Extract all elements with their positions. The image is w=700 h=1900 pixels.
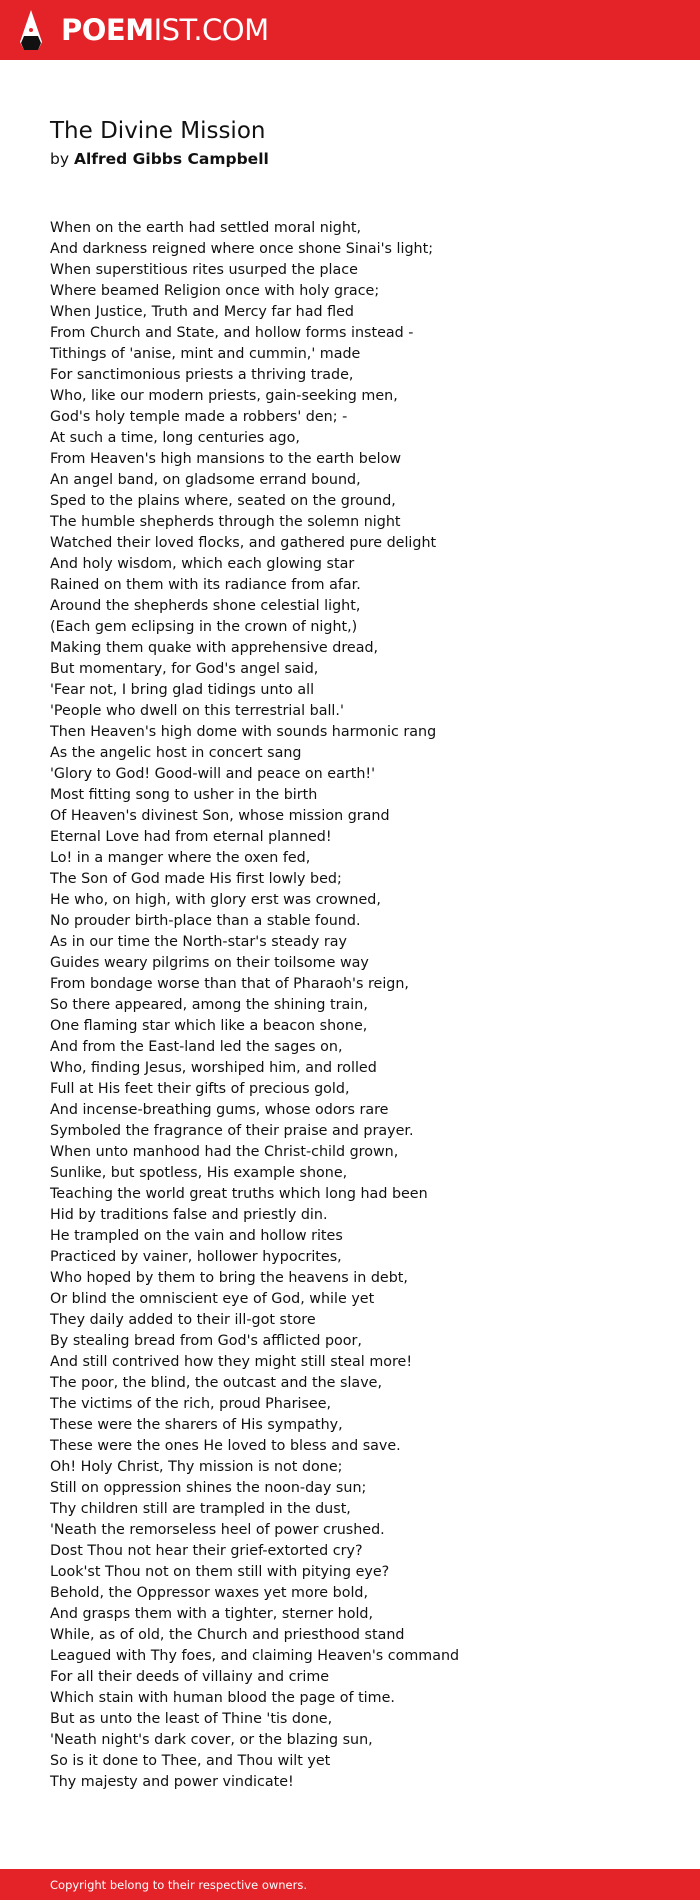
poem-line: And darkness reigned where once shone Sinai's light; — [50, 241, 434, 257]
poem-line: From bondage worse than that of Pharaoh's reign, — [50, 976, 409, 992]
poem-line: An angel band, on gladsome errand bound, — [50, 472, 361, 488]
poem-line: Lo! in a manger where the oxen fed, — [50, 850, 311, 866]
poem-line: But as unto the least of Thine 'tis done, — [50, 1711, 333, 1727]
poem-line: The humble shepherds through the solemn night — [50, 514, 401, 530]
brand-light-text: IST.COM — [153, 13, 269, 47]
poem-line: Making them quake with apprehensive dread, — [50, 640, 379, 656]
poem-line: Who, finding Jesus, worshiped him, and rolled — [50, 1060, 377, 1076]
poem-line: No prouder birth-place than a stable found. — [50, 913, 361, 929]
poem-line: From Church and State, and hollow forms instead - — [50, 325, 414, 341]
poem-line: From Heaven's high mansions to the earth below — [50, 451, 402, 467]
poem-body — [50, 218, 660, 1793]
poem-line: By stealing bread from God's afflicted poor, — [50, 1333, 362, 1349]
poem-line: Where beamed Religion once with holy grace; — [50, 283, 380, 299]
poem-line: They daily added to their ill-got store — [50, 1312, 316, 1328]
poem-line: Look'st Thou not on them still with pitying eye? — [50, 1564, 390, 1580]
poem-line: Full at His feet their gifts of precious gold, — [50, 1081, 350, 1097]
poem-line: He who, on high, with glory erst was crowned, — [50, 892, 381, 908]
poem-line: Then Heaven's high dome with sounds harmonic rang — [50, 724, 437, 740]
poem-line: 'Neath night's dark cover, or the blazing sun, — [50, 1732, 373, 1748]
poem-line: The Son of God made His first lowly bed; — [50, 871, 342, 887]
poem-line: Behold, the Oppressor waxes yet more bold, — [50, 1585, 369, 1601]
poem-line: Guides weary pilgrims on their toilsome way — [50, 955, 369, 971]
poem-byline — [50, 148, 269, 170]
poem-line: Who, like our modern priests, gain-seeking men, — [50, 388, 398, 404]
poem-line: Symboled the fragrance of their praise and prayer. — [50, 1123, 414, 1139]
pen-nib-icon[interactable] — [18, 10, 44, 53]
poem-line: 'People who dwell on this terrestrial ball.' — [50, 703, 344, 719]
poem-line: Dost Thou not hear their grief-extorted cry? — [50, 1543, 363, 1559]
poem-line: Teaching the world great truths which long had been — [50, 1186, 428, 1202]
poem-line: The poor, the blind, the outcast and the slave, — [50, 1375, 382, 1391]
brand-bold-text: POEM — [61, 13, 154, 47]
author-name: Alfred Gibbs Campbell — [73, 150, 269, 168]
by-label: by — [50, 150, 70, 168]
poem-line: When superstitious rites usurped the place — [50, 262, 358, 278]
poem-line: And incense-breathing gums, whose odors rare — [50, 1102, 389, 1118]
poem-line: God's holy temple made a robbers' den; - — [50, 409, 348, 425]
poem-line: Watched their loved flocks, and gathered pure delight — [50, 535, 437, 551]
site-logo-link[interactable] — [61, 12, 269, 48]
poem-line: Hid by traditions false and priestly din. — [50, 1207, 328, 1223]
poem-line: Still on oppression shines the noon-day sun; — [50, 1480, 367, 1496]
site-header — [0, 0, 700, 60]
poem-line: 'Neath the remorseless heel of power crushed. — [50, 1522, 385, 1538]
poem-line: While, as of old, the Church and priesthood stand — [50, 1627, 405, 1643]
poem-line: Rained on them with its radiance from afar. — [50, 577, 361, 593]
poem-line: Of Heaven's divinest Son, whose mission grand — [50, 808, 390, 824]
poem-line: As the angelic host in concert sang — [50, 745, 302, 761]
poem-line: Thy majesty and power vindicate! — [50, 1774, 294, 1790]
poem-line: When on the earth had settled moral night, — [50, 220, 362, 236]
poem-line: And from the East-land led the sages on, — [50, 1039, 343, 1055]
poem-line: 'Glory to God! Good-will and peace on earth!' — [50, 766, 376, 782]
poem-line: Thy children still are trampled in the dust, — [50, 1501, 351, 1517]
poem-line: For sanctimonious priests a thriving trade, — [50, 367, 354, 383]
poem-line: At such a time, long centuries ago, — [50, 430, 300, 446]
poem-line: So is it done to Thee, and Thou wilt yet — [50, 1753, 331, 1769]
poem-line: One flaming star which like a beacon shone, — [50, 1018, 368, 1034]
poem-line: And grasps them with a tighter, sterner hold, — [50, 1606, 374, 1622]
poem-title: The Divine Mission — [50, 118, 266, 144]
poem-line: As in our time the North-star's steady ray — [50, 934, 347, 950]
poem-line: When Justice, Truth and Mercy far had fled — [50, 304, 354, 320]
poem-line: But momentary, for God's angel said, — [50, 661, 319, 677]
poem-line: For all their deeds of villainy and crime — [50, 1669, 330, 1685]
poem-line: 'Fear not, I bring glad tidings unto all — [50, 682, 315, 698]
poem-line: These were the sharers of His sympathy, — [50, 1417, 343, 1433]
poem-line: When unto manhood had the Christ-child grown, — [50, 1144, 399, 1160]
poem-line: Sunlike, but spotless, His example shone, — [50, 1165, 348, 1181]
poem-line: Sped to the plains where, seated on the ground, — [50, 493, 396, 509]
site-footer — [0, 1869, 700, 1900]
poem-line: These were the ones He loved to bless and save. — [50, 1438, 401, 1454]
poem-line: (Each gem eclipsing in the crown of night,) — [50, 619, 358, 635]
poem-line: Who hoped by them to bring the heavens in debt, — [50, 1270, 408, 1286]
poem-line: Around the shepherds shone celestial light, — [50, 598, 361, 614]
poem-line: Oh! Holy Christ, Thy mission is not done; — [50, 1459, 343, 1475]
poem-line: Which stain with human blood the page of time. — [50, 1690, 395, 1706]
poem-line: So there appeared, among the shining train, — [50, 997, 368, 1013]
poem-line: And still contrived how they might still steal more! — [50, 1354, 413, 1370]
poem-line: Eternal Love had from eternal planned! — [50, 829, 332, 845]
copyright-notice: Copyright belong to their respective owners. — [50, 1878, 308, 1892]
poem-line: Most fitting song to usher in the birth — [50, 787, 318, 803]
poem-line: He trampled on the vain and hollow rites — [50, 1228, 343, 1244]
poem-line: Tithings of 'anise, mint and cummin,' made — [50, 346, 361, 362]
poem-line: Or blind the omniscient eye of God, while yet — [50, 1291, 375, 1307]
poem-line: Practiced by vainer, hollower hypocrites, — [50, 1249, 342, 1265]
poem-line: The victims of the rich, proud Pharisee, — [50, 1396, 332, 1412]
poem-line: Leagued with Thy foes, and claiming Heaven's command — [50, 1648, 460, 1664]
poem-line: And holy wisdom, which each glowing star — [50, 556, 355, 572]
